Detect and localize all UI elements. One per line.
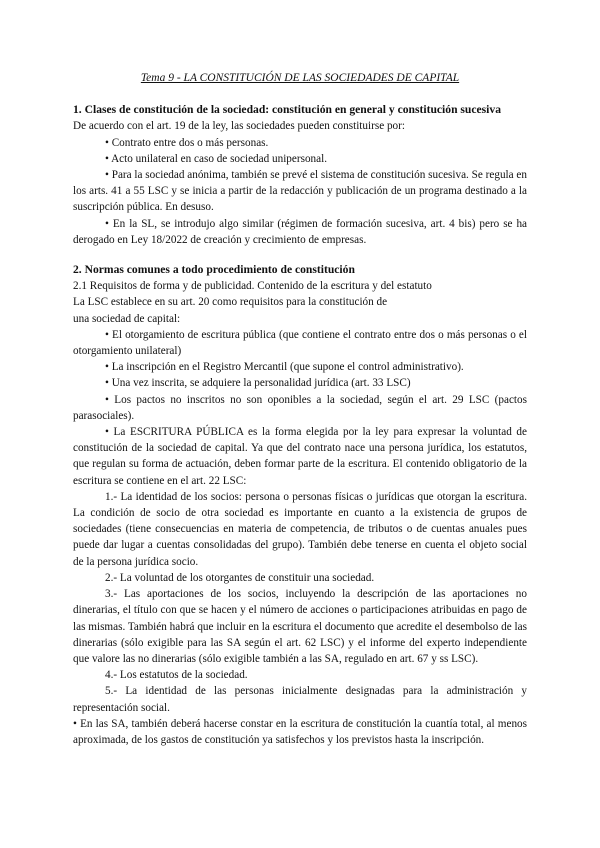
section-2 xyxy=(73,262,527,748)
list-item: • Una vez inscrita, se adquiere la personalidad jurídica (art. 33 LSC) xyxy=(105,377,411,390)
numbered-item: 2.- La voluntad de los otorgantes de constituir una sociedad. xyxy=(105,571,375,584)
numbered-item: 3.- Las aportaciones de los socios, incluyendo la descripción de las aportaciones no dinerarias, el título con que se hacen y el número de acciones o participaciones atribuidas en pago de las mismas. También habrá que incluir en la escritura el documento que acredite el desembolso de las dinerarias (sólo exigible para las SA según el art. 62 LSC) y el informe del experto independiente que valore las no dinerarias (sólo exigible también a las SA, regulado en art. 67 y ss LSC). xyxy=(73,588,527,665)
list-item: • Contrato entre dos o más personas. xyxy=(105,136,269,149)
section-2-heading: 2. Normas comunes a todo procedimiento de constitución xyxy=(73,263,355,277)
section-1-heading: 1. Clases de constitución de la sociedad: constitución en general y constitución sucesiva xyxy=(73,103,502,117)
list-item: • La ESCRITURA PÚBLICA es la forma elegida por la ley para expresar la voluntad de constitución de la sociedad de capital. Ya que del contrato nace una persona jurídica, los estatutos, que regulan su forma de actuación, deben formar parte de la escritura. El contenido obligatorio de la escritura se contiene en el art. 22 LSC: xyxy=(73,426,527,487)
list-item: • Acto unilateral en caso de sociedad unipersonal. xyxy=(105,152,327,165)
list-item: • La inscripción en el Registro Mercantil (que supone el control administrativo). xyxy=(105,361,464,374)
list-item: • Los pactos no inscritos no son oponibles a la sociedad, según el art. 29 LSC (pactos parasociales). xyxy=(73,393,527,422)
section-1-intro: De acuerdo con el art. 19 de la ley, las sociedades pueden constituirse por: xyxy=(73,120,405,133)
list-item: • Para la sociedad anónima, también se prevé el sistema de constitución sucesiva. Se regula en los arts. 41 a 55 LSC y se inicia a partir de la redacción y publicación de un programa destinado a la suscripción pública. En desuso. xyxy=(73,169,527,214)
closing-paragraph: • En las SA, también deberá hacerse constar en la escritura de constitución la cuantía total, al menos aproximada, de los gastos de constitución ya satisfechos y los previstos hasta la inscripción. xyxy=(73,717,527,746)
page-title: Tema 9 - LA CONSTITUCIÓN DE LAS SOCIEDADES DE CAPITAL xyxy=(140,72,460,84)
section-2-intro-line: La LSC establece en su art. 20 como requisitos para la constitución de xyxy=(73,296,388,309)
numbered-item: 4.- Los estatutos de la sociedad. xyxy=(105,669,248,682)
section-2-intro-line: una sociedad de capital: xyxy=(73,312,181,325)
section-1 xyxy=(73,102,527,248)
list-item: • El otorgamiento de escritura pública (que contiene el contrato entre dos o más personas o el otorgamiento unilateral) xyxy=(73,328,527,358)
section-2-subheading: 2.1 Requisitos de forma y de publicidad. Contenido de la escritura y del estatuto xyxy=(73,280,432,293)
numbered-item: 1.- La identidad de los socios: persona o personas físicas o jurídicas que otorgan la escritura. La condición de socio de otra sociedad es importante en cuanto a la existencia de grupos de sociedades (tiene consecuencias en materia de competencia, de tributos o de cuentas anuales pues puede dar lugar a cuentas consolidadas del grupo). También debe tenerse en cuenta el objeto social de la persona jurídica socio. xyxy=(73,490,527,568)
numbered-item: 5.- La identidad de las personas inicialmente designadas para la administración y representación social. xyxy=(73,685,527,714)
list-item: • En la SL, se introdujo algo similar (régimen de formación sucesiva, art. 4 bis) pero se ha derogado en Ley 18/2022 de creación y crecimiento de empresas. xyxy=(73,217,527,246)
